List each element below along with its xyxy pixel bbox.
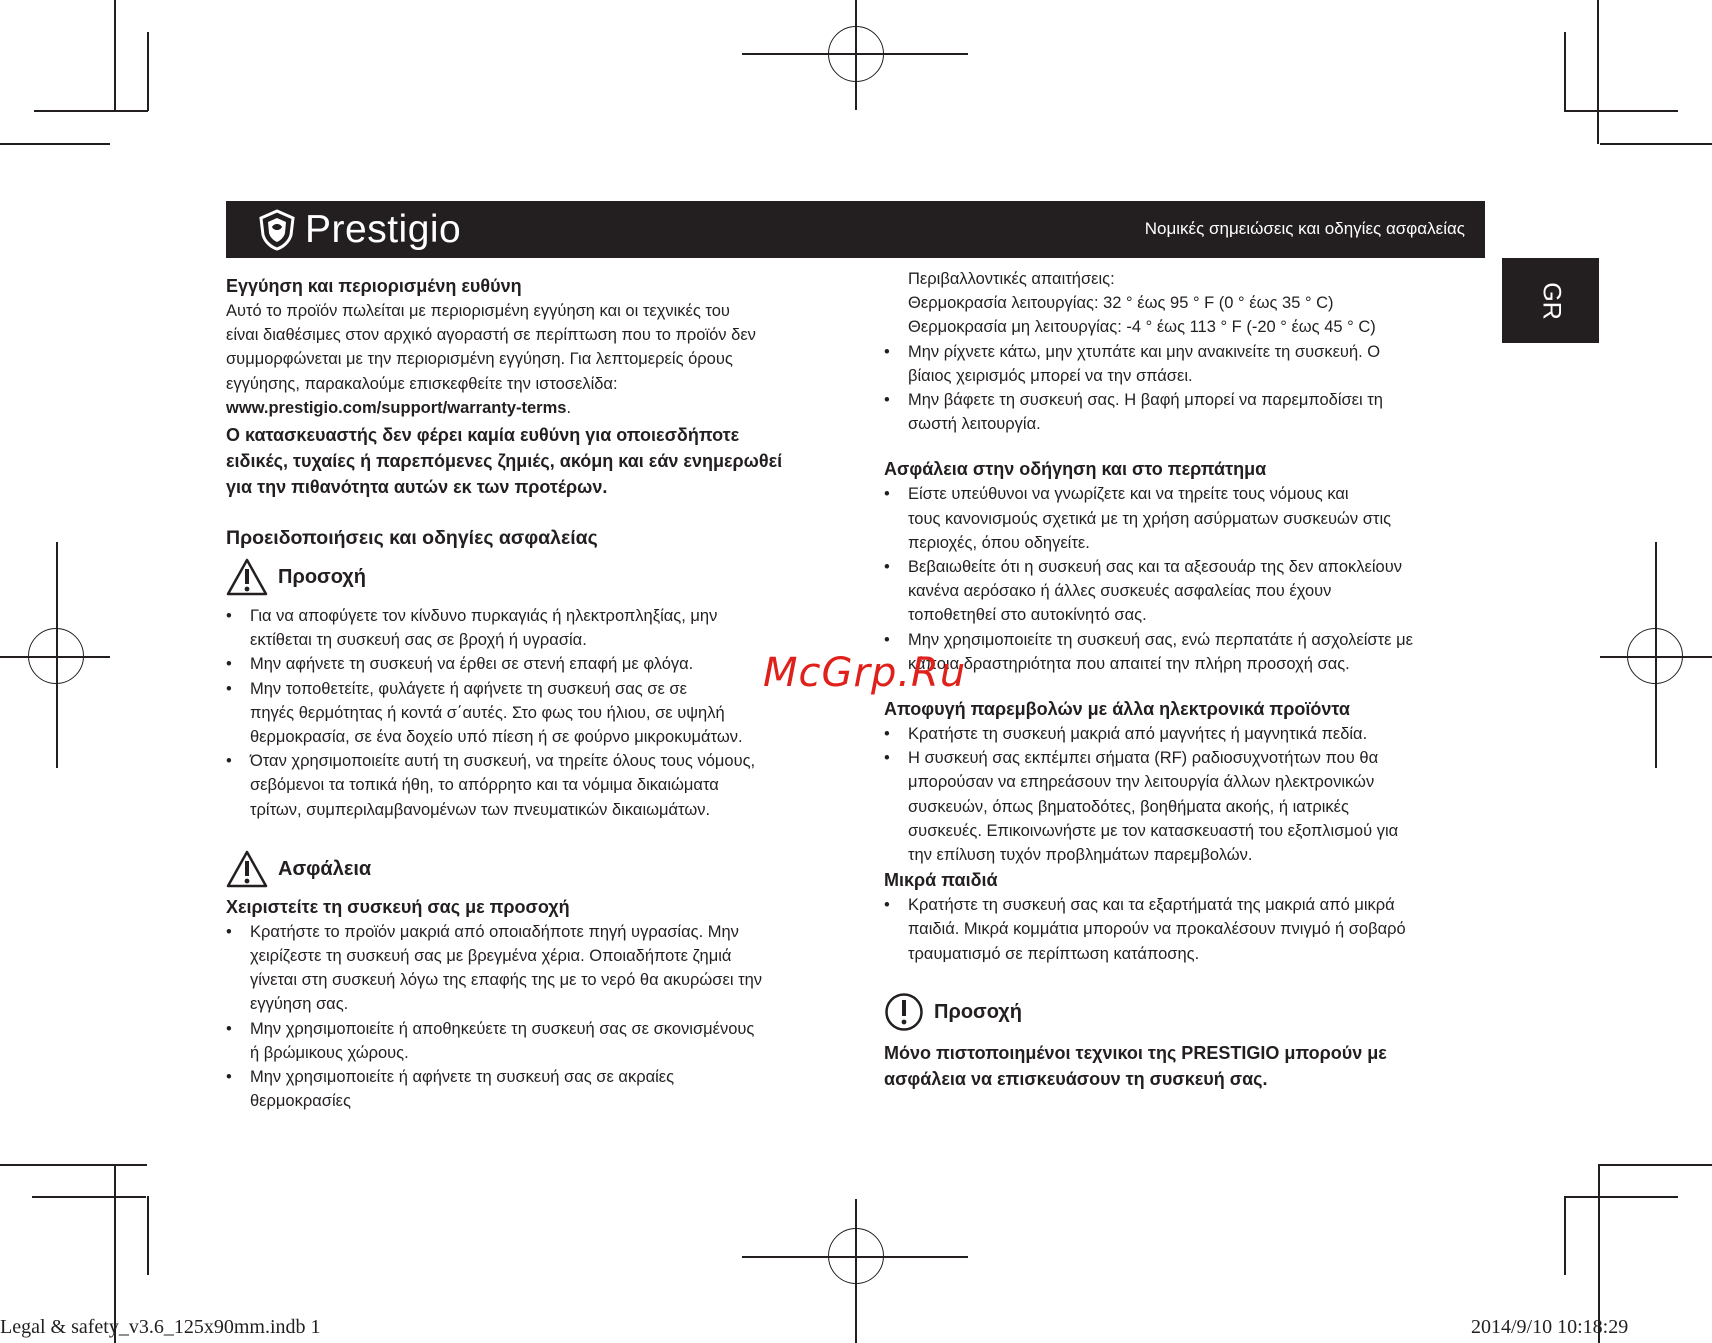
text-line: θερμοκρασίες xyxy=(250,1092,351,1111)
text-line: • Μην αφήνετε τη συσκευή να έρθει σε στενή επαφή με φλόγα. xyxy=(250,655,694,674)
text-line: • Όταν χρησιμοποιείτε αυτή τη συσκευή, να τηρείτε όλους τους νόμους, xyxy=(250,752,756,771)
text-line: Περιβαλλοντικές απαιτήσεις: xyxy=(908,270,1115,288)
text-line: • Για να αποφύγετε τον κίνδυνο πυρκαγιάς ή ηλεκτροπληξίας, μην xyxy=(250,607,718,626)
list-item xyxy=(884,555,1494,628)
text-line: είναι διαθέσιμες στον αρχικό αγοραστή σε περίπτωση που το προϊόν δεν xyxy=(226,326,756,345)
text-line: εκτίθεται τη συσκευή σας σε βροχή ή υγρασία. xyxy=(250,631,587,650)
exclamation-circle-icon xyxy=(884,992,924,1032)
brand-logo-text: Prestigio xyxy=(305,208,462,251)
list-item xyxy=(226,652,836,676)
text-line: • Βεβαιωθείτε ότι η συσκευή σας και τα αξεσουάρ της δεν αποκλείουν xyxy=(908,558,1402,577)
caution-header xyxy=(226,558,836,596)
children-list xyxy=(884,893,1494,966)
language-code: GR xyxy=(1537,281,1565,320)
list-item xyxy=(226,1017,836,1065)
list-item xyxy=(884,746,1494,867)
list-item xyxy=(884,722,1494,746)
list-item xyxy=(884,482,1494,555)
text-line: την επίλυση τυχόν προβλημάτων παρεμβολών. xyxy=(908,846,1253,865)
text-line: • Κρατήστε το προϊόν μακριά από οποιαδήποτε πηγή υγρασίας. Μην xyxy=(250,922,739,941)
list-item xyxy=(884,340,1494,388)
list-item xyxy=(884,628,1494,676)
text-line: • Μην χρησιμοποιείτε ή αποθηκεύετε τη συσκευή σας σε σκονισμένους xyxy=(250,1019,755,1038)
caution-list xyxy=(226,604,836,822)
text-line: περιοχές, όπου οδηγείτε. xyxy=(908,533,1090,552)
list-item xyxy=(884,388,1494,436)
text-line: για την πιθανότητα αυτών εκ των προτέρων. xyxy=(226,477,608,498)
text-line: τοποθετηθεί στο αυτοκίνητό σας. xyxy=(908,606,1147,625)
text-line: σεβόμενοι τα τοπικά ήθη, το απόρρητο και τα νόμιμα δικαιώματα xyxy=(250,776,719,795)
text-line: Ο κατασκευαστής δεν φέρει καμία ευθύνη για οποιεσδήποτε xyxy=(226,425,740,446)
right-column xyxy=(884,267,1494,1092)
disclaimer xyxy=(226,422,836,500)
handle-heading: Χειριστείτε τη συσκευή σας με προσοχή xyxy=(226,896,570,917)
text-line: παιδιά. Μικρά κομμάτια μπορούν να προκαλέσουν πνιγμό ή σοβαρό xyxy=(908,920,1406,939)
brand-logo xyxy=(255,207,461,253)
text-line: • Μην χρησιμοποιείτε ή αφήνετε τη συσκευή σας σε ακραίες xyxy=(250,1068,675,1087)
header-bar xyxy=(226,201,1485,258)
text-line: Θερμοκρασία λειτουργίας: 32 ° έως 95 ° F (0 ° έως 35 ° C) xyxy=(908,294,1334,313)
text-line: • Μην χρησιμοποιείτε τη συσκευή σας, ενώ περπατάτε ή ασχολείστε με xyxy=(908,630,1413,649)
text-line: τους κανονισμούς σχετικά με τη χρήση ασύρματων συσκευών στις xyxy=(908,509,1392,528)
list-item xyxy=(226,749,836,822)
text-line: μπορούσαν να επηρεάσουν την λειτουργία άλλων ηλεκτρονικών xyxy=(908,773,1375,792)
warranty-link[interactable]: www.prestigio.com/support/warranty-terms xyxy=(226,398,567,417)
text-line: ή βρώμικους χώρους. xyxy=(250,1043,409,1062)
text-line: Θερμοκρασία μη λειτουργίας: -4 ° έως 113 ° F (-20 ° έως 45 ° C) xyxy=(908,318,1376,337)
text-line: γίνεται στη συσκευή λόγω της επαφής της με το νερό θα ακυρώσει την xyxy=(250,971,763,990)
list-item xyxy=(226,677,836,750)
watermark: McGrp.Ru xyxy=(763,650,967,696)
text-line: εγγύηση σας. xyxy=(250,995,349,1014)
text-line: συμμορφώνεται με την περιορισμένη εγγύηση. Για λεπτομερείς όρους xyxy=(226,350,733,369)
text-line: συσκευών, όπως βηματοδότες, βοηθήματα ακοής, ή ιατρικές xyxy=(908,797,1349,816)
text-line: Αυτό το προϊόν πωλείται με περιορισμένη εγγύηση και οι τεχνικές του xyxy=(226,302,730,320)
text-line: εγγύησης, παρακαλούμε επισκεφθείτε την ιστοσελίδα: xyxy=(226,374,618,393)
shield-logo-icon xyxy=(255,208,299,252)
text-line: Μόνο πιστοποιημένοι τεχνικοι της PRESTIGIO μπορούν με xyxy=(884,1042,1387,1063)
interference-heading: Αποφυγή παρεμβολών με άλλα ηλεκτρονικά προϊόντα xyxy=(884,699,1350,720)
page-title: Νομικές σημειώσεις και οδηγίες ασφαλείας xyxy=(1144,219,1465,238)
list-item xyxy=(884,893,1494,966)
text-line: • Είστε υπεύθυνοι να γνωρίζετε και να τηρείτε τους νόμους και xyxy=(908,485,1349,504)
timestamp: 2014/9/10 10:18:29 xyxy=(1471,1316,1629,1338)
children-heading: Μικρά παιδιά xyxy=(884,870,998,891)
text-line: • Μην ρίχνετε κάτω, μην χτυπάτε και μην ανακινείτε τη συσκευή. Ο xyxy=(908,342,1381,361)
text-line: κανένα αερόσακο ή άλλες συσκευές ασφαλείας που έχουν xyxy=(908,582,1332,601)
environment-list xyxy=(884,340,1494,437)
warning-triangle-icon xyxy=(226,850,268,888)
text-line: ειδικές, τυχαίες ή παρεπόμενες ζημιές, ακόμη και εάν ενημερωθεί xyxy=(226,451,783,472)
environment-requirements xyxy=(884,267,1494,340)
safety-header xyxy=(226,850,836,888)
safety-label: Ασφάλεια xyxy=(278,857,372,880)
list-item xyxy=(226,920,836,1017)
caution-label: Προσοχή xyxy=(278,565,366,588)
punctuation: . xyxy=(566,398,572,417)
text-line: τρίτων, συμπεριλαμβανομένων των πνευματικών δικαιωμάτων. xyxy=(250,800,711,819)
file-slug: Legal & safety_v3.6_125x90mm.indb 1 xyxy=(0,1316,321,1338)
text-line: ασφάλεια να επισκευάσουν τη συσκευή σας. xyxy=(884,1068,1268,1089)
repair-notice xyxy=(884,1040,1494,1092)
warranty-heading: Εγγύηση και περιορισμένη ευθύνη xyxy=(226,276,522,296)
warning-triangle-icon xyxy=(226,558,268,596)
text-line: • Κρατήστε τη συσκευή σας και τα εξαρτήματά της μακριά από μικρά xyxy=(908,896,1395,915)
text-line: κάποια δραστηριότητα που απαιτεί την πλήρη προσοχή σας. xyxy=(908,654,1350,673)
text-line: πηγές θερμότητας ή κοντά σ΄αυτές. Στο φως του ήλιου, σε υψηλή xyxy=(250,703,725,722)
language-tab xyxy=(1502,258,1599,343)
text-line: • Μην τοποθετείτε, φυλάγετε ή αφήνετε τη συσκευή σας σε σε xyxy=(250,679,687,698)
list-item xyxy=(226,1065,836,1113)
text-line: σωστή λειτουργία. xyxy=(908,415,1041,434)
warranty-text xyxy=(226,299,836,420)
text-line: θερμοκρασία, σε ένα δοχείο υπό πίεση ή σε φούρνο μικροκυμάτων. xyxy=(250,728,743,747)
caution-label: Προσοχή xyxy=(934,1000,1022,1023)
text-line: • Μην βάφετε τη συσκευή σας. Η βαφή μπορεί να παρεμποδίσει τη xyxy=(908,391,1383,410)
warnings-heading: Προειδοποιήσεις και οδηγίες ασφαλείας xyxy=(226,527,598,550)
left-column xyxy=(226,273,836,1113)
text-line: συσκευές. Επικοινωνήστε με τον κατασκευαστή του εξοπλισμού για xyxy=(908,821,1399,840)
text-line: • Κρατήστε τη συσκευή μακριά από μαγνήτες ή μαγνητικά πεδία. xyxy=(908,725,1368,744)
driving-heading: Ασφάλεια στην οδήγηση και στο περπάτημα xyxy=(884,459,1267,480)
caution-header xyxy=(884,992,1494,1032)
text-line: χειρίζεστε τη συσκευή σας με βρεγμένα χέρια. Οποιαδήποτε ζημιά xyxy=(250,947,732,966)
list-item xyxy=(226,604,836,652)
text-line: • Η συσκευή σας εκπέμπει σήματα (RF) ραδιοσυχνοτήτων που θα xyxy=(908,749,1379,768)
driving-list xyxy=(884,482,1494,676)
text-line: τραυματισμό σε περίπτωση κατάποσης. xyxy=(908,944,1200,963)
handle-list xyxy=(226,920,836,1114)
interference-list xyxy=(884,722,1494,867)
text-line: βίαιος χειρισμός μπορεί να την σπάσει. xyxy=(908,366,1193,385)
